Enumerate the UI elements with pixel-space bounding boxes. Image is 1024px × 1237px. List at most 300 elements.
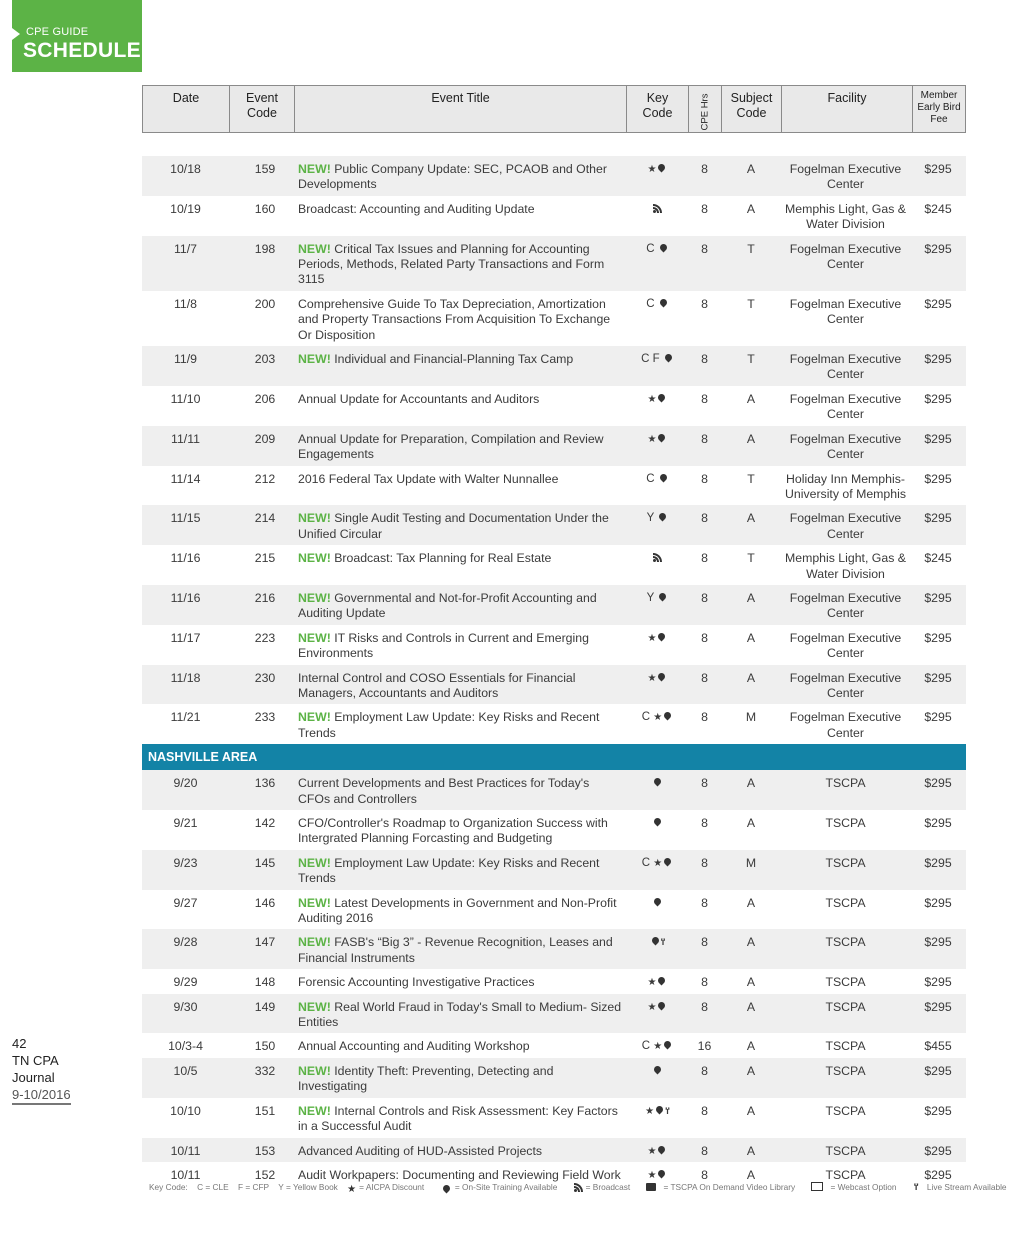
fee: $295 [924,1103,952,1118]
key-codes [626,196,688,236]
fee: $295 [924,1143,952,1158]
fee: $245 [924,551,952,566]
cpe-hours: 8 [701,391,708,406]
subject-code: A [746,1167,756,1182]
pin-icon [663,1040,673,1050]
new-label: NEW! [298,710,331,725]
pin-icon [657,1144,667,1154]
event-title-text: Annual Accounting and Auditing Workshop [298,1039,530,1054]
star-icon: ★ [653,857,663,869]
event-title-text: Employment Law Update: Key Risks and Recent Trends [298,855,600,886]
facility: Fogelman Executive Center [789,162,902,192]
fee: $295 [924,710,952,725]
event-title [289,704,626,744]
subject-code: A [746,1143,756,1158]
key-letter: C [646,297,658,310]
event-title [289,196,626,236]
fee: $295 [924,855,952,870]
arrow-icon [12,28,20,40]
table-row [142,665,966,705]
key-letter: Y [646,512,658,525]
page-footer [12,1035,71,1105]
key-codes [626,850,688,890]
event-date: 11/9 [173,352,198,367]
new-label: NEW! [298,855,331,870]
event-code: 203 [254,352,276,367]
event-code: 153 [254,1143,276,1158]
event-date: 10/18 [170,162,201,176]
subject-code: A [746,1063,756,1078]
fee: $295 [924,1063,952,1078]
schedule-table [142,156,966,1186]
event-title [289,890,626,930]
star-icon: ★ [647,164,657,175]
cpe-hours: 8 [701,1063,708,1078]
subject-code: A [746,975,756,990]
event-title [289,426,626,466]
facility: Fogelman Executive Center [789,511,902,541]
event-date: 9/23 [173,855,198,870]
event-code: 216 [254,590,276,605]
event-title-text: Internal Control and COSO Essentials for Financial Managers, Accountants and Auditors [298,670,576,700]
legend-cfp: F = CFP [237,1182,270,1192]
star-icon: ★ [647,433,657,445]
key-codes [626,386,688,426]
legend-cle: C = CLE [197,1182,229,1192]
event-date: 11/16 [170,551,201,566]
event-title [289,466,626,506]
cpe-hours: 8 [701,1167,708,1182]
event-date: 11/16 [170,590,201,605]
fee: $295 [924,895,952,910]
pin-icon [658,472,668,482]
event-title [289,1138,626,1162]
event-date: 10/5 [173,1063,198,1078]
event-code: 230 [254,670,276,685]
legend-video: = TSCPA On Demand Video Library [646,1182,802,1192]
table-row [142,291,966,346]
event-title [289,1058,626,1098]
publication-journal: Journal [12,1070,55,1085]
pin-icon [650,936,660,946]
facility: Fogelman Executive Center [789,710,902,740]
event-title [289,236,626,291]
fee: $245 [924,201,952,216]
subject-code: T [747,352,755,367]
key-codes [626,466,688,506]
facility: TSCPA [825,999,866,1014]
pin-icon [663,711,673,721]
event-title-text: Identity Theft: Preventing, Detecting and Investigating [298,1063,554,1094]
key-codes [626,291,688,346]
subject-code: A [746,1103,756,1118]
event-title-text: 2016 Federal Tax Update with Walter Nunnallee [298,471,559,486]
table-row [142,585,966,625]
key-codes [626,585,688,625]
legend-broadcast: = Broadcast [574,1182,638,1192]
memphis-rows [142,156,966,744]
fee: $295 [924,162,952,176]
event-title-text: Annual Update for Accountants and Auditors [298,391,540,406]
fee: $295 [924,670,952,685]
event-date: 11/8 [173,296,198,311]
event-title-text: Broadcast: Tax Planning for Real Estate [334,551,552,566]
fee: $295 [924,352,952,367]
table-row [142,196,966,236]
event-title-text: Public Company Update: SEC, PCAOB and Other Developments [298,162,607,192]
event-title-text: Individual and Financial-Planning Tax Camp [334,352,574,367]
key-codes [626,545,688,585]
subject-code: A [746,935,756,950]
event-code: 152 [254,1167,276,1182]
event-date: 11/21 [170,710,201,725]
fee: $295 [924,999,952,1014]
event-title [289,346,626,386]
cpe-hours: 8 [701,551,708,566]
event-title-text: Governmental and Not-for-Profit Accounting and Auditing Update [298,590,597,621]
event-date: 11/17 [170,630,201,645]
key-codes [626,1138,688,1162]
event-date: 9/21 [173,816,198,830]
event-date: 10/3-4 [168,1039,203,1054]
subject-code: A [746,511,756,526]
event-code: 151 [254,1103,276,1118]
new-label: NEW! [298,352,331,367]
new-label: NEW! [298,511,331,526]
key-letter: C [641,353,653,366]
event-code: 206 [254,391,276,406]
facility: Fogelman Executive Center [789,241,902,272]
subject-code: A [746,630,756,645]
event-title [289,770,626,810]
pin-icon [655,1104,665,1114]
facility: TSCPA [825,776,866,791]
event-title [289,969,626,993]
fee: $295 [924,816,952,830]
facility: TSCPA [825,975,866,990]
fee: $295 [924,471,952,486]
facility: Fogelman Executive Center [789,296,902,327]
issue-date: 9-10/2016 [12,1086,71,1105]
key-codes [626,929,688,969]
header-fee: Member Early Bird Fee [917,90,961,125]
pin-icon [658,591,668,601]
subject-code: M [745,855,757,870]
badge-title: SCHEDULE [23,39,141,62]
event-date: 11/14 [170,471,201,486]
event-code: 233 [254,710,276,725]
new-label: NEW! [298,1103,331,1118]
fee: $295 [924,975,952,990]
legend-aicpa: ★ = AICPA Discount [347,1182,425,1195]
section-header-nashville: NASHVILLE AREA [142,744,966,770]
event-date: 9/28 [173,935,198,950]
key-letter: Y [646,591,658,604]
key-letter: C [641,1040,654,1053]
cpe-hours: 8 [701,471,708,486]
event-date: 10/10 [170,1103,201,1118]
pin-icon [657,432,667,442]
header-event-code: Event Code [230,86,295,132]
table-row [142,466,966,506]
event-title-text: Real World Fraud in Today's Small to Medium- Sized Entities [298,999,622,1030]
event-date: 9/29 [173,975,198,990]
event-code: 332 [254,1063,276,1078]
header-date: Date [143,86,230,132]
legend-intro: Key Code: [149,1182,188,1192]
subject-code: M [745,710,757,725]
cpe-hours: 8 [701,935,708,950]
antenna-icon: 'ï' [913,1182,918,1192]
event-title-text: Broadcast: Accounting and Auditing Update [298,201,535,216]
video-icon [646,1183,656,1191]
key-codes [626,236,688,291]
event-title-text: Critical Tax Issues and Planning for Accounting Periods, Methods, Related Party Transactions and Form 3115 [298,241,605,287]
star-icon: ★ [647,1001,657,1013]
pin-icon [441,1184,451,1194]
facility: TSCPA [825,855,866,870]
badge-kicker: CPE GUIDE [26,26,89,38]
cpe-hours: 8 [701,1143,708,1158]
table-row [142,545,966,585]
cpe-hours: 8 [701,431,708,446]
fee: $295 [924,431,952,446]
pin-icon [658,297,668,307]
pin-icon [657,671,667,681]
event-title [289,994,626,1034]
table-row [142,890,966,930]
new-label: NEW! [298,999,331,1014]
event-date: 9/20 [173,776,198,791]
event-title [289,929,626,969]
fee: $295 [924,590,952,605]
cpe-hours: 8 [701,352,708,367]
event-title [289,1098,626,1138]
subject-code: T [747,551,755,566]
legend-onsite: = On-Site Training Available [441,1182,565,1192]
event-title-text: Audit Workpapers: Documenting and Reviewing Field Work [298,1167,621,1182]
key-codes [626,505,688,545]
event-title-text: IT Risks and Controls in Current and Emerging Environments [298,630,589,661]
event-code: 150 [254,1039,276,1054]
cpe-hours: 8 [701,162,708,176]
new-label: NEW! [298,1063,331,1078]
header-event-title: Event Title [295,86,627,132]
cpe-hours: 8 [701,710,708,725]
cpe-hours: 16 [697,1039,712,1054]
table-row [142,994,966,1034]
facility: Fogelman Executive Center [789,431,902,462]
fee: $295 [924,241,952,256]
subject-code: A [746,391,756,406]
star-icon: ★ [653,1041,663,1053]
pin-icon [653,1064,663,1074]
facility: Memphis Light, Gas & Water Division [785,551,906,581]
star-icon: ★ [347,1184,357,1195]
header-key-code: Key Code [627,86,689,132]
subject-code: T [747,241,755,256]
pin-icon [658,242,668,252]
key-codes [626,426,688,466]
table-row [142,704,966,744]
antenna-icon: 'ï' [660,937,665,948]
new-label: NEW! [298,935,331,950]
star-icon: ★ [645,1105,655,1117]
event-date: 9/27 [173,895,198,910]
fee: $295 [924,935,952,950]
cpe-hours: 8 [701,895,708,910]
event-code: 212 [254,471,276,486]
key-letter: C [641,856,654,869]
legend-yellow-book: Y = Yellow Book [278,1182,338,1192]
table-row [142,505,966,545]
cpe-hours: 8 [701,511,708,526]
table-row [142,1058,966,1098]
subject-code: T [747,471,755,486]
event-title-text: Employment Law Update: Key Risks and Recent Trends [298,710,600,740]
fee: $295 [924,630,952,645]
table-row [142,156,966,196]
key-letter: F [652,353,663,366]
event-title [289,665,626,705]
new-label: NEW! [298,551,331,566]
table-row [142,1098,966,1138]
event-code: 198 [254,241,276,256]
cpe-hours: 8 [701,296,708,311]
key-codes [626,1033,688,1057]
event-date: 10/11 [170,1167,201,1182]
key-codes [626,994,688,1034]
pin-icon [657,1000,667,1010]
event-date: 9/30 [173,999,198,1014]
event-title-text: CFO/Controller's Roadmap to Organization Success with Intergrated Planning Forcasting and Budgeting [298,816,608,846]
fee: $295 [924,391,952,406]
pin-icon [663,353,673,363]
event-title [289,585,626,625]
pin-icon [657,976,667,986]
subject-code: T [747,296,755,311]
key-codes [626,890,688,930]
event-title [289,850,626,890]
fee: $295 [924,776,952,791]
facility: TSCPA [825,1143,866,1158]
pin-icon [658,512,668,522]
fee: $295 [924,511,952,526]
star-icon: ★ [647,977,657,989]
facility: TSCPA [825,1103,866,1118]
key-codes [626,1058,688,1098]
event-title-text: Annual Update for Preparation, Compilation and Review Engagements [298,431,604,462]
facility: Fogelman Executive Center [789,630,902,661]
cpe-hours: 8 [701,855,708,870]
cpe-hours: 8 [701,816,708,830]
new-label: NEW! [298,241,331,256]
cpe-hours: 8 [701,999,708,1014]
event-date: 11/11 [171,431,200,446]
event-title-text: Forensic Accounting Investigative Practices [298,975,535,990]
pin-icon [657,392,667,402]
event-date: 11/10 [170,391,201,406]
event-code: 142 [254,816,276,830]
key-codes [626,625,688,665]
table-row [142,625,966,665]
cpe-hours: 8 [701,241,708,256]
subject-code: A [746,162,756,176]
antenna-icon: 'ï' [665,1105,669,1116]
star-icon: ★ [647,1145,657,1157]
event-title [289,1033,626,1057]
event-title-text: Current Developments and Best Practices for Today's CFOs and Controllers [298,776,590,806]
section-badge [12,0,142,72]
event-title-text: Latest Developments in Government and Non-Profit Auditing 2016 [298,895,617,926]
page-number: 42 [12,1036,27,1051]
new-label: NEW! [298,162,331,176]
event-title-text: Advanced Auditing of HUD-Assisted Projects [298,1143,543,1158]
facility: Fogelman Executive Center [789,670,902,700]
broadcast-icon [653,553,662,562]
star-icon: ★ [647,1169,657,1181]
subject-code: A [746,1039,756,1054]
event-title [289,505,626,545]
broadcast-icon [653,204,662,213]
publication-name: TN CPA [12,1053,59,1068]
event-date: 11/15 [170,511,201,526]
facility: Memphis Light, Gas & Water Division [785,201,906,232]
event-code: 215 [254,551,276,566]
table-row [142,969,966,993]
event-code: 214 [254,511,276,526]
event-title [289,545,626,585]
event-title-text: Single Audit Testing and Documentation Under the Unified Circular [298,511,609,541]
pin-icon [657,1168,667,1178]
subject-code: A [746,816,756,830]
pin-icon [663,856,673,866]
event-code: 145 [254,855,276,870]
subject-code: A [746,776,756,791]
table-row [142,426,966,466]
table-row [142,770,966,810]
key-codes [626,969,688,993]
header-facility: Facility [782,86,913,132]
new-label: NEW! [298,895,331,910]
event-code: 136 [254,776,276,791]
key-codes [626,704,688,744]
subject-code: A [746,670,756,685]
facility: Fogelman Executive Center [789,352,902,382]
table-header [142,85,966,133]
table-row [142,236,966,291]
key-codes [626,346,688,386]
key-codes [626,665,688,705]
subject-code: A [746,431,756,446]
event-code: 223 [254,630,276,645]
header-subject-code: Subject Code [722,86,782,132]
star-icon: ★ [653,712,663,724]
event-title [289,291,626,346]
key-codes [626,770,688,810]
subject-code: A [746,590,756,605]
event-title-text: Comprehensive Guide To Tax Depreciation, Amortization and Property Transactions From Acquisition To Exchange Or Disposition [298,296,611,342]
subject-code: A [746,999,756,1014]
event-code: 149 [254,999,276,1014]
table-row [142,810,966,850]
event-code: 146 [254,895,276,910]
event-title-text: Internal Controls and Risk Assessment: Key Factors in a Successful Audit [298,1103,618,1134]
event-code: 147 [254,935,276,950]
new-label: NEW! [298,630,331,645]
legend-live: 'ï' Live Stream Available [913,1182,1007,1192]
table-row [142,346,966,386]
